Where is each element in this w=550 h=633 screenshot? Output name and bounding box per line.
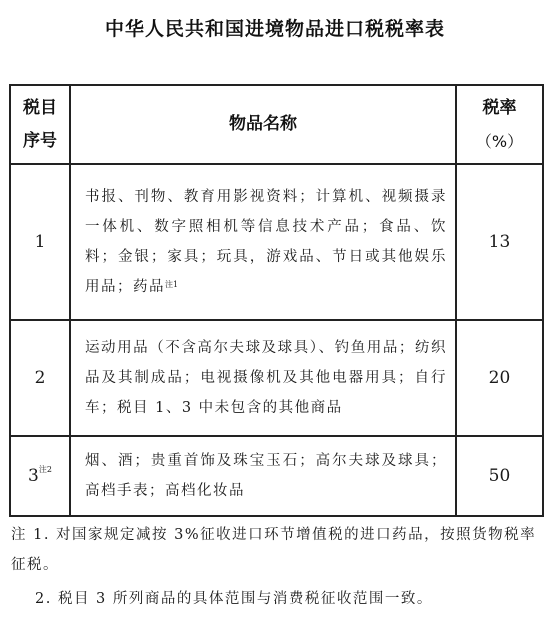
document-title: 中华人民共和国进境物品进口税税率表 xyxy=(104,18,445,40)
header-item-number-line2: 序号 xyxy=(23,130,57,151)
header-tax-rate xyxy=(456,85,543,164)
item-name-cell xyxy=(70,164,456,320)
item-number-cell xyxy=(10,164,70,320)
footnote-2: 2. 税目 3 所列商品的具体范围与消费税征收范围一致。 xyxy=(35,591,433,607)
item-number: 2 xyxy=(34,368,46,388)
item-name: 运动用品（不含高尔夫球及球具）、钓鱼用品；纺织品及其制成品；电视摄像机及其他电器用具；自行车；税目 1、3 中未包含的其他商品 xyxy=(85,340,447,416)
footnote-marker: 注1 xyxy=(165,280,179,289)
tax-rate-table xyxy=(9,84,544,517)
table-header-row xyxy=(10,85,543,164)
header-item-name: 物品名称 xyxy=(70,85,456,164)
table-row xyxy=(10,436,543,516)
item-number-cell xyxy=(10,320,70,436)
tax-rate-cell: 13 xyxy=(456,164,543,320)
item-number: 3 xyxy=(28,466,39,486)
tax-rate-cell: 50 xyxy=(456,436,543,516)
item-name-cell xyxy=(70,320,456,436)
tax-rate-cell: 20 xyxy=(456,320,543,436)
footnote-marker: 注2 xyxy=(38,465,52,474)
header-item-number-line1: 税目 xyxy=(23,97,57,118)
item-name: 烟、酒；贵重首饰及珠宝玉石；高尔夫球及球具；高档手表；高档化妆品 xyxy=(85,453,447,499)
header-item-number xyxy=(10,85,70,164)
item-number-cell xyxy=(10,436,70,516)
header-tax-rate-line1: 税率 xyxy=(482,97,517,118)
table-row xyxy=(10,164,543,320)
header-tax-rate-unit: （%） xyxy=(475,131,524,151)
footnote-1: 注 1. 对国家规定减按 3%征收进口环节增值税的进口药品，按照货物税率征税。 xyxy=(11,527,537,573)
item-number: 1 xyxy=(34,232,46,252)
table-row xyxy=(10,320,543,436)
footnotes xyxy=(11,520,541,614)
item-name-cell xyxy=(70,436,456,516)
item-name: 书报、刊物、教育用影视资料；计算机、视频摄录一体机、数字照相机等信息技术产品；食品、饮料；金银；家具；玩具，游戏品、节日或其他娱乐用品；药品 xyxy=(85,189,447,295)
